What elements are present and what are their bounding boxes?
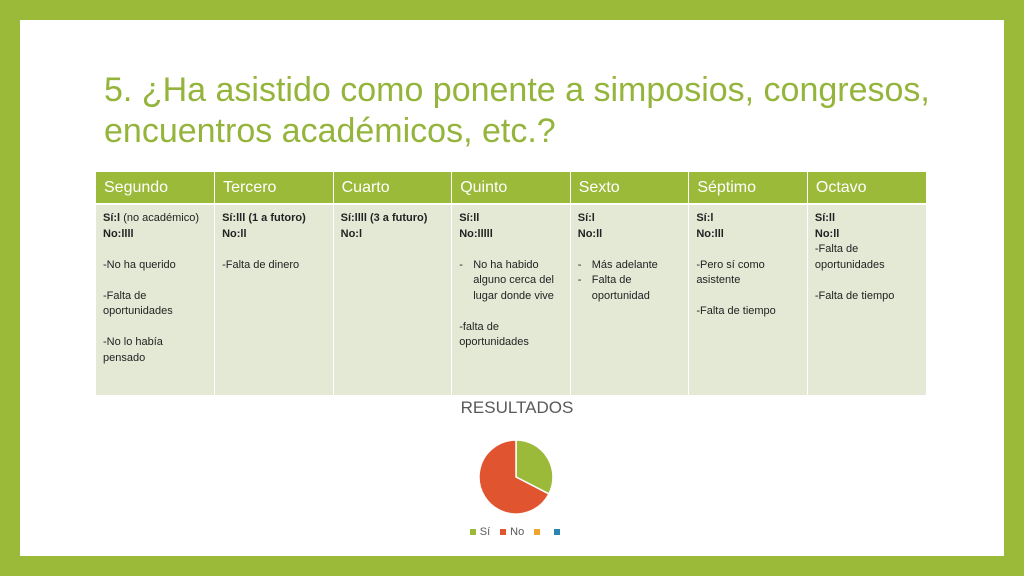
no-count: No:lll bbox=[696, 227, 724, 240]
legend-swatch bbox=[534, 529, 540, 535]
cell-segundo bbox=[96, 204, 215, 395]
legend-label: Sí bbox=[479, 526, 491, 538]
header-septimo: Séptimo bbox=[689, 172, 808, 204]
pie-chart bbox=[458, 430, 574, 524]
header-tercero: Tercero bbox=[215, 172, 334, 204]
reason-text: -Pero sí como asistente bbox=[696, 258, 765, 286]
table-header-row bbox=[96, 172, 926, 204]
cell-sexto bbox=[570, 204, 689, 395]
no-count: No:llll bbox=[103, 227, 134, 240]
yes-count: Sí:llll (3 a futuro) bbox=[340, 212, 428, 224]
reason-text: -Falta de oportunidades bbox=[814, 243, 885, 271]
reason-item: - No ha habido alguno cerca del lugar donde vive bbox=[459, 258, 564, 305]
reason-text: -falta de oportunidades bbox=[459, 320, 529, 348]
cell-quinto bbox=[452, 204, 571, 395]
cell-cuarto bbox=[333, 204, 452, 395]
legend-item bbox=[554, 526, 564, 538]
no-count: No:ll bbox=[814, 227, 840, 240]
reason-text: -Falta de oportunidades bbox=[103, 289, 173, 317]
reason-text: -Falta de tiempo bbox=[696, 305, 776, 317]
reason-list bbox=[578, 258, 683, 305]
reason-text: -No lo había pensado bbox=[103, 336, 163, 364]
slide-title: 5. ¿Ha asistido como ponente a simposios, congresos, encuentros académicos, etc.? bbox=[104, 71, 930, 150]
reason-list bbox=[459, 258, 564, 305]
results-table bbox=[96, 172, 926, 395]
no-count: No:lllll bbox=[459, 227, 493, 240]
slide bbox=[20, 20, 1004, 556]
legend-swatch bbox=[470, 529, 476, 535]
reason-text: -Falta de tiempo bbox=[814, 289, 895, 302]
no-count: No:ll bbox=[577, 227, 603, 240]
reason-item: - Falta de oportunidad bbox=[578, 273, 683, 304]
chart-title: RESULTADOS bbox=[460, 398, 574, 417]
reason-item: - Más adelante bbox=[578, 258, 683, 274]
yes-count: Sí:l bbox=[696, 212, 714, 224]
yes-count: Sí:l bbox=[577, 212, 595, 224]
yes-count: Sí:ll bbox=[814, 212, 836, 224]
legend-swatch bbox=[500, 529, 506, 535]
legend-item bbox=[500, 526, 524, 538]
yes-note: (no académico) bbox=[123, 212, 200, 224]
reason-text: -Falta de dinero bbox=[222, 258, 300, 271]
header-sexto: Sexto bbox=[570, 172, 689, 204]
cell-octavo bbox=[807, 204, 926, 395]
legend-item bbox=[534, 526, 544, 538]
chart-legend bbox=[20, 526, 1014, 538]
reason-text: -No ha querido bbox=[103, 258, 176, 271]
yes-count: Sí:lll (1 a futoro) bbox=[222, 212, 306, 224]
header-quinto: Quinto bbox=[452, 172, 571, 204]
cell-tercero bbox=[215, 204, 334, 395]
yes-count: Sí:l (no académico) bbox=[103, 212, 200, 224]
header-segundo: Segundo bbox=[96, 172, 215, 204]
legend-swatch bbox=[554, 529, 560, 535]
cell-septimo bbox=[689, 204, 808, 395]
no-count: No:l bbox=[340, 227, 363, 240]
header-octavo: Octavo bbox=[807, 172, 926, 204]
header-cuarto: Cuarto bbox=[333, 172, 452, 204]
legend-label: No bbox=[510, 526, 525, 538]
table-row bbox=[96, 204, 926, 395]
yes-count: Sí:ll bbox=[459, 212, 480, 224]
no-count: No:ll bbox=[222, 227, 247, 240]
legend-item bbox=[470, 526, 490, 538]
